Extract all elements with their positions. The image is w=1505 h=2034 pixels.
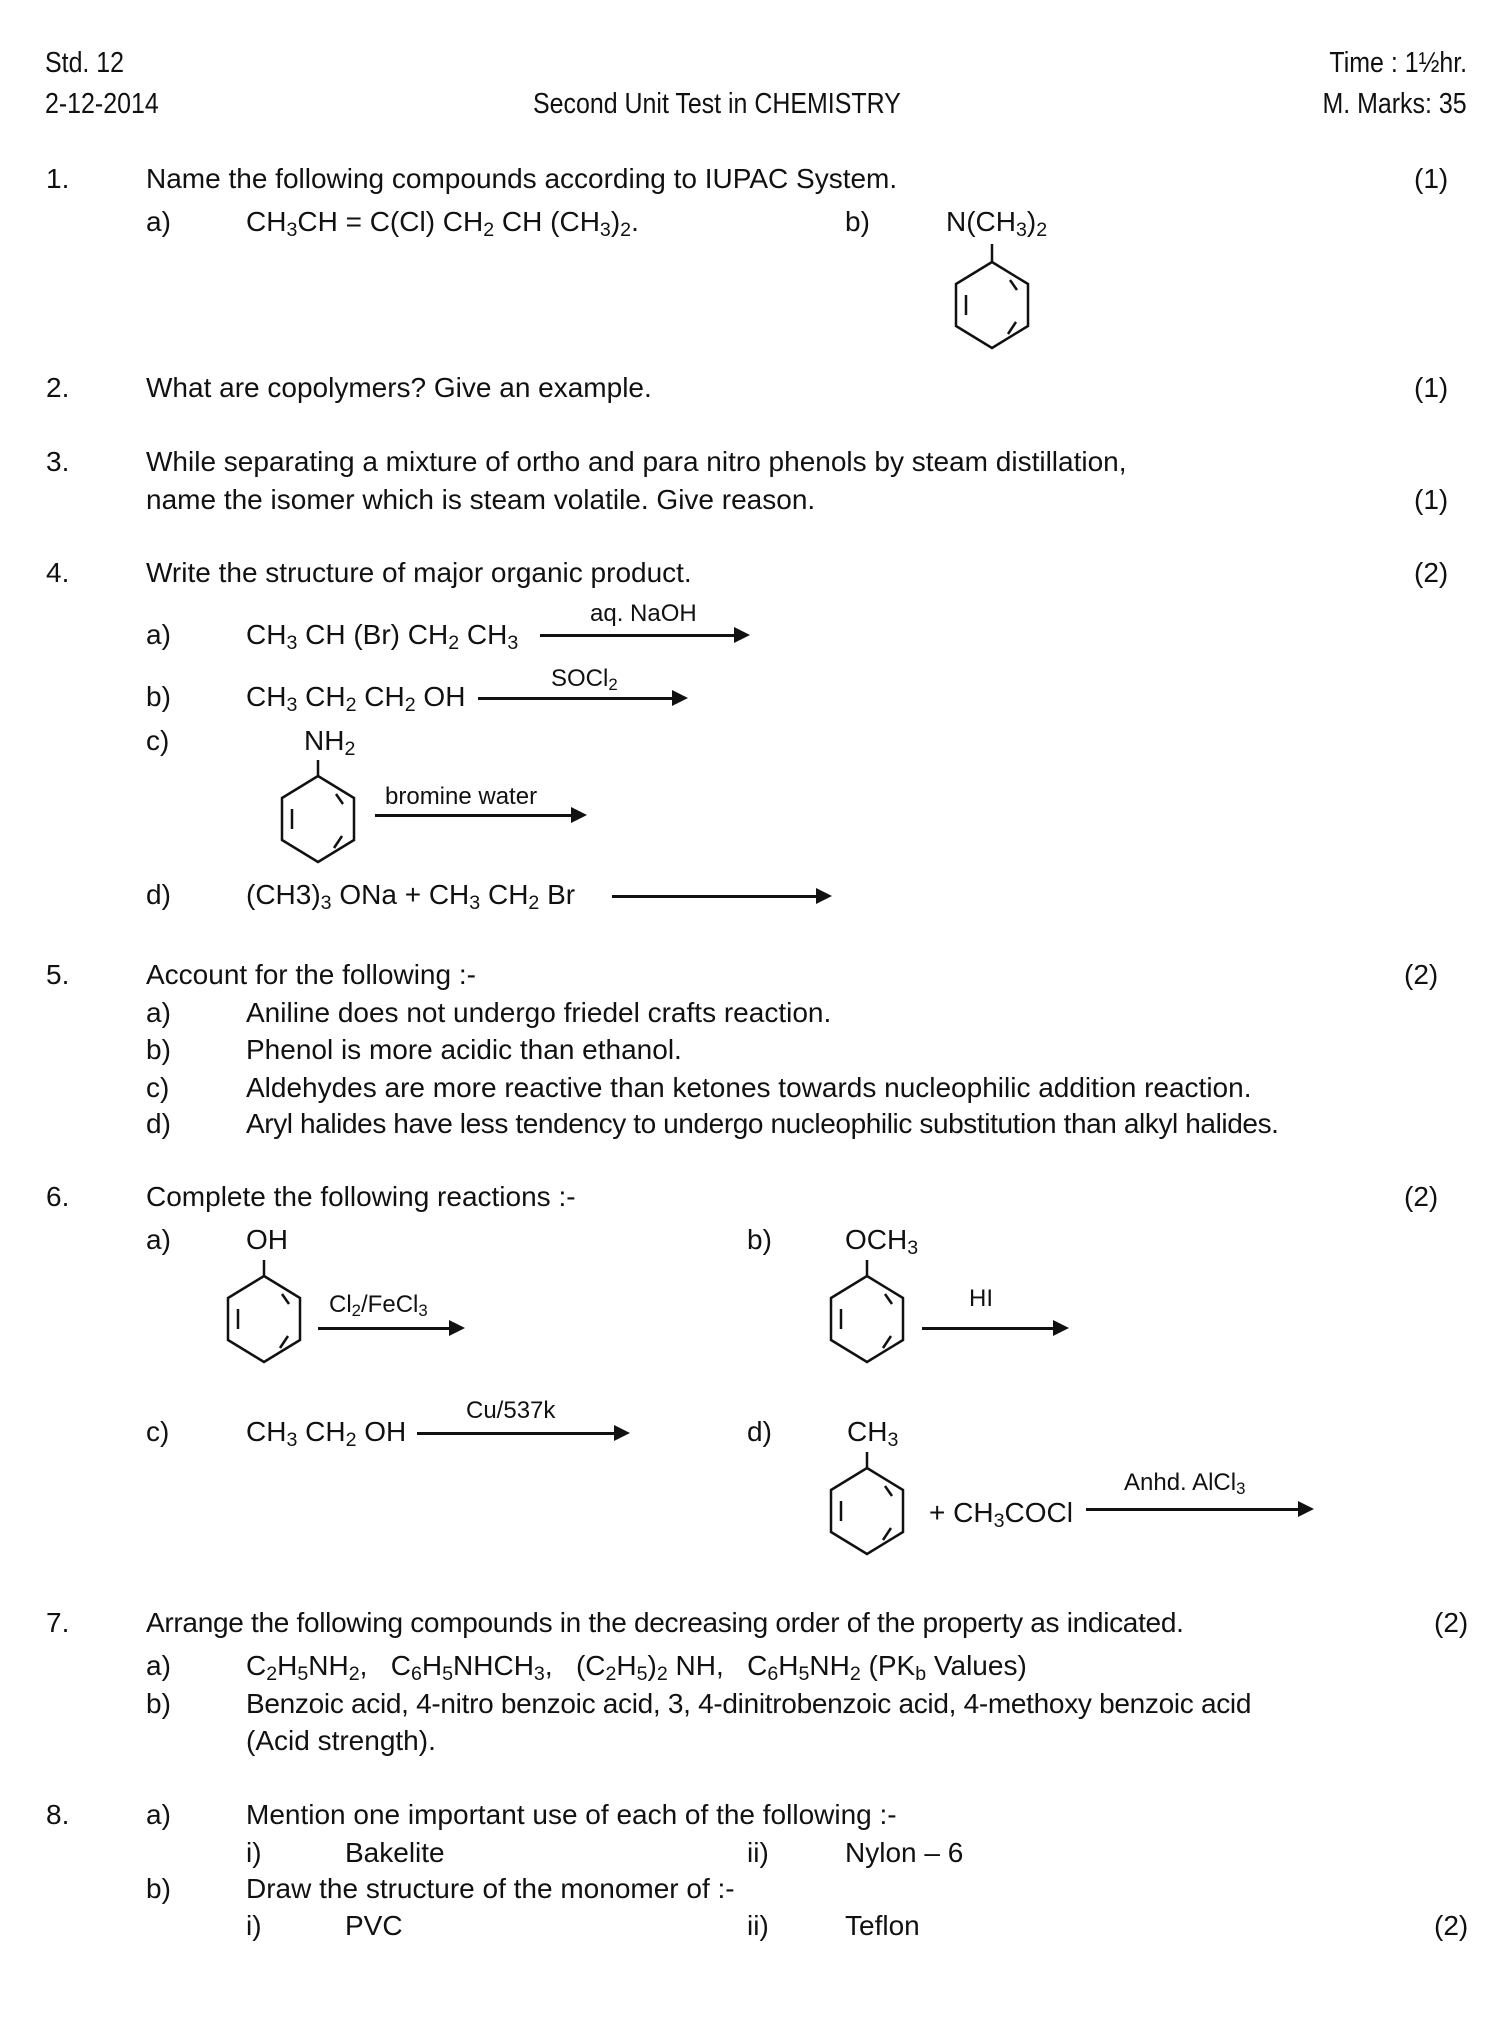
- marks: (1): [1414, 372, 1449, 403]
- part-label: b): [146, 1034, 171, 1065]
- item-label: i): [246, 1837, 262, 1868]
- item-label: ii): [747, 1837, 769, 1868]
- substituent: $N(CH_3)_2$: [946, 206, 1048, 241]
- part-label: b): [747, 1224, 772, 1255]
- part-text: Aniline does not undergo friedel crafts reaction.: [246, 997, 832, 1028]
- reaction-arrow-icon: [922, 1327, 1065, 1330]
- marks: (2): [1414, 557, 1449, 588]
- reaction-arrow-icon: [1086, 1508, 1310, 1511]
- item-text: PVC: [345, 1910, 403, 1941]
- question-text: Account for the following :-: [146, 959, 476, 990]
- part-label: b): [146, 1873, 171, 1904]
- part-text: (Acid strength).: [246, 1725, 436, 1756]
- reactant: $(CH3)_3$ ONa + $CH_3$ $CH_2$ Br: [246, 879, 576, 914]
- substituent: $CH_3$: [847, 1416, 899, 1451]
- part-text: $C_2H_5NH_2$, $C_6H_5NHCH_3$, $(C_2H_5)_2$ NH, $C_6H_5NH_2$ ($PK_b$ Values): [246, 1650, 1027, 1685]
- part-label: a): [146, 1224, 171, 1255]
- question-number: 1.: [46, 163, 70, 194]
- benzene-ring-icon: [950, 240, 1034, 356]
- benzene-ring-icon: [276, 758, 360, 874]
- time-allowed: Time : 1½hr.: [1329, 47, 1467, 79]
- reagent: Anhd. AlCl$_3$: [1124, 1469, 1246, 1499]
- part-text: Benzoic acid, 4-nitro benzoic acid, 3, 4-dinitrobenzoic acid, 4-methoxy benzoic acid: [246, 1688, 1252, 1719]
- question-number: 4.: [46, 557, 70, 588]
- part-label: a): [146, 619, 171, 650]
- part-label: b): [146, 1688, 171, 1719]
- reagent: Cu/537k: [466, 1397, 556, 1424]
- question-number: 5.: [46, 959, 70, 990]
- question-number: 7.: [46, 1607, 70, 1638]
- benzene-ring-icon: [825, 1258, 909, 1374]
- question-text: Arrange the following compounds in the decreasing order of the property as indicated.: [146, 1607, 1184, 1638]
- reactant: $CH_3$ CH (Br) $CH_2$ $CH_3$: [246, 619, 519, 654]
- marks: (1): [1414, 484, 1449, 515]
- question-number: 6.: [46, 1181, 70, 1212]
- item-label: ii): [747, 1910, 769, 1941]
- reaction-arrow-icon: [612, 895, 828, 898]
- part-label: a): [146, 1650, 171, 1681]
- reagent: $Cl_2/FeCl_3$: [329, 1291, 428, 1321]
- part-label: d): [146, 879, 171, 910]
- part-label: d): [146, 1108, 171, 1139]
- part-text: Aryl halides have less tendency to undergo nucleophilic substitution than alkyl halides.: [246, 1108, 1279, 1139]
- part-text: Mention one important use of each of the following :-: [246, 1799, 897, 1830]
- marks: (2): [1404, 959, 1439, 990]
- question-number: 2.: [46, 372, 70, 403]
- substituent: $NH_2$: [304, 725, 356, 760]
- question-text: name the isomer which is steam volatile. Give reason.: [146, 484, 816, 515]
- item-text: Bakelite: [345, 1837, 445, 1868]
- part-label: c): [146, 1072, 170, 1103]
- item-text: Teflon: [845, 1910, 920, 1941]
- reaction-arrow-icon: [375, 814, 583, 817]
- item-label: i): [246, 1910, 262, 1941]
- part-label: c): [146, 725, 170, 756]
- reagent: HI: [969, 1285, 993, 1312]
- marks: (2): [1434, 1910, 1469, 1941]
- question-text: What are copolymers? Give an example.: [146, 372, 652, 403]
- reagent: aq. NaOH: [590, 600, 697, 627]
- question-number: 3.: [46, 446, 70, 477]
- page-title: Second Unit Test in CHEMISTRY: [533, 88, 901, 120]
- part-text: Phenol is more acidic than ethanol.: [246, 1034, 682, 1065]
- part-label: b): [146, 681, 171, 712]
- max-marks: M. Marks: 35: [1322, 88, 1467, 120]
- substituent: OH: [246, 1224, 288, 1255]
- reaction-arrow-icon: [540, 634, 746, 637]
- co-reactant: + $CH_3COCl$: [929, 1497, 1073, 1532]
- reactant: $CH_3$ $CH_2$ OH: [246, 1416, 407, 1451]
- part-label: a): [146, 206, 171, 237]
- question-text: Write the structure of major organic product.: [146, 557, 692, 588]
- part-label: c): [146, 1416, 170, 1447]
- reaction-arrow-icon: [318, 1327, 461, 1330]
- standard-label: Std. 12: [45, 47, 125, 79]
- benzene-ring-icon: [825, 1450, 909, 1566]
- benzene-ring-icon: [222, 1258, 306, 1374]
- reagent: bromine water: [385, 783, 538, 810]
- item-text: Nylon – 6: [845, 1837, 964, 1868]
- question-number: 8.: [46, 1799, 70, 1830]
- marks: (2): [1434, 1607, 1469, 1638]
- substituent: $OCH_3$: [845, 1224, 919, 1259]
- part-label: a): [146, 1799, 171, 1830]
- question-text: Name the following compounds according to IUPAC System.: [146, 163, 898, 194]
- exam-date: 2-12-2014: [45, 88, 159, 120]
- part-label: d): [747, 1416, 772, 1447]
- reactant: $CH_3$ $CH_2$ $CH_2$ OH: [246, 681, 466, 716]
- reaction-arrow-icon: [417, 1432, 626, 1435]
- reaction-arrow-icon: [478, 697, 684, 700]
- part-text: Draw the structure of the monomer of :-: [246, 1873, 735, 1904]
- marks: (2): [1404, 1181, 1439, 1212]
- reagent: SOCl$_2$: [551, 665, 618, 695]
- marks: (1): [1414, 163, 1449, 194]
- part-label: a): [146, 997, 171, 1028]
- question-text: While separating a mixture of ortho and para nitro phenols by steam distillation,: [146, 446, 1127, 477]
- question-text: Complete the following reactions :-: [146, 1181, 576, 1212]
- part-label: b): [845, 206, 870, 237]
- part-text: Aldehydes are more reactive than ketones towards nucleophilic addition reaction.: [246, 1072, 1252, 1103]
- formula: $CH_3CH = C(Cl)$ $CH_2$ CH $(CH_3)_2$.: [246, 206, 639, 241]
